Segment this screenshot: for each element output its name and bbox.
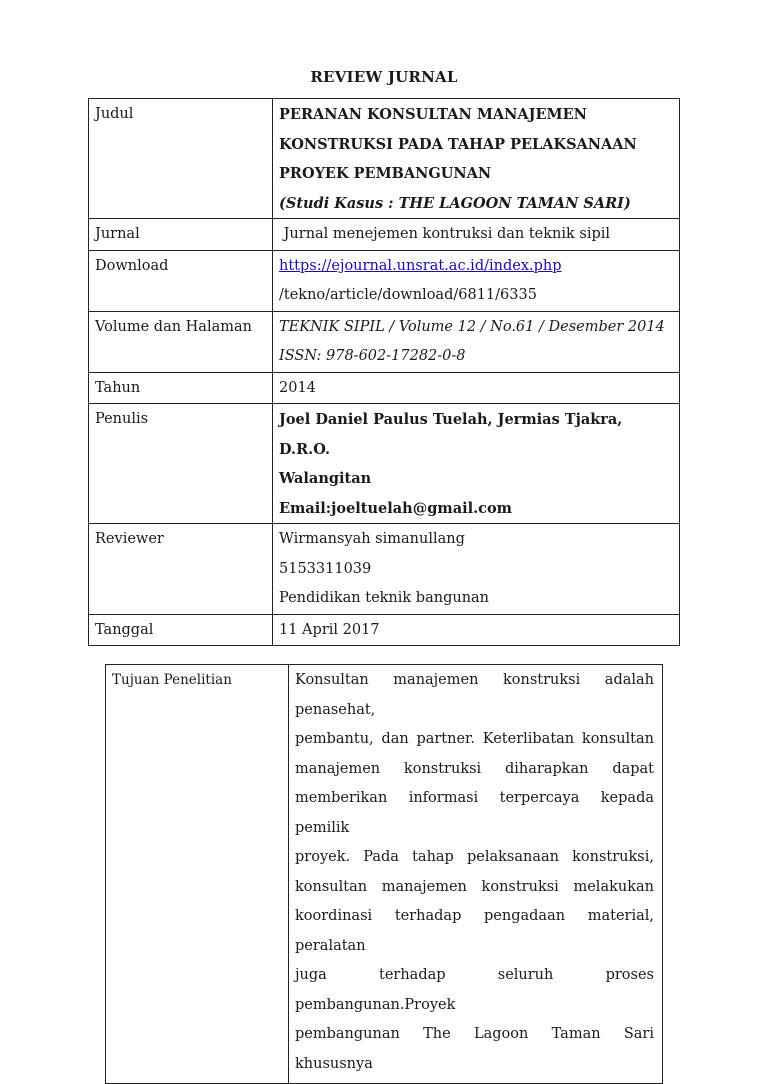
table-row [89, 614, 680, 646]
table-row [89, 372, 680, 404]
tujuan-line: koordinasi terhadap pengadaan material, peralatan [295, 908, 654, 954]
download-label: Download [89, 250, 273, 311]
tujuan-line: juga terhadap seluruh proses pembangunan.Proyek [295, 967, 654, 1013]
tahun-value: 2014 [273, 372, 680, 404]
tujuan-line: pembangunan The Lagoon Taman Sari khususnya [295, 1026, 654, 1072]
tanggal-value: 11 April 2017 [273, 614, 680, 646]
tujuan-line: proyek. Pada tahap pelaksanaan konstruksi, [295, 849, 654, 865]
penulis-value [273, 404, 680, 524]
tujuan-line: memberikan informasi terpercaya kepada pemilik [295, 790, 654, 836]
table-row [106, 665, 663, 1084]
penulis-label: Penulis [89, 404, 273, 524]
download-value [273, 250, 680, 311]
judul-line-1: PERANAN KONSULTAN MANAJEMEN [279, 106, 587, 123]
table-row [89, 250, 680, 311]
volume-label: Volume dan Halaman [89, 311, 273, 372]
tujuan-table [105, 664, 663, 1084]
tujuan-line: konsultan manajemen konstruksi melakukan [295, 878, 654, 895]
table-row [89, 99, 680, 219]
volume-value [273, 311, 680, 372]
tujuan-label: Tujuan Penelitian [106, 665, 289, 1084]
tujuan-line: Konsultan manajemen konstruksi adalah penasehat, [295, 672, 654, 718]
volume-line-2: ISSN: 978-602-17282-0-8 [279, 348, 466, 364]
penulis-email: Email:joeltuelah@gmail.com [279, 499, 513, 517]
judul-label: Judul [89, 99, 273, 219]
download-path: /tekno/article/download/6811/6335 [279, 287, 537, 303]
table-row [89, 311, 680, 372]
tanggal-label: Tanggal [89, 614, 273, 646]
jurnal-value: Jurnal menejemen kontruksi dan teknik sipil [273, 219, 680, 251]
judul-line-4: (Studi Kasus : THE LAGOON TAMAN SARI) [279, 194, 631, 212]
tujuan-line: pembantu, dan partner. Keterlibatan konsultan [295, 731, 654, 747]
penulis-line-1: Joel Daniel Paulus Tuelah, Jermias Tjakra, D.R.O. [279, 411, 623, 458]
judul-line-2: KONSTRUKSI PADA TAHAP PELAKSANAAN [279, 135, 637, 153]
judul-value [273, 99, 680, 219]
review-info-table [88, 98, 680, 646]
reviewer-name: Wirmansyah simanullang [279, 531, 465, 547]
reviewer-label: Reviewer [89, 524, 273, 615]
table-row [89, 404, 680, 524]
reviewer-nim: 5153311039 [279, 560, 372, 577]
tahun-label: Tahun [89, 372, 273, 404]
reviewer-prodi: Pendidikan teknik bangunan [279, 590, 490, 606]
tujuan-text [289, 665, 663, 1084]
volume-line-1: TEKNIK SIPIL / Volume 12 / No.61 / Desember 2014 [279, 318, 665, 335]
table-row [89, 524, 680, 615]
download-link[interactable]: https://ejournal.unsrat.ac.id/index.php [279, 257, 562, 274]
tujuan-line: manajemen konstruksi diharapkan dapat [295, 760, 654, 777]
penulis-line-2: Walangitan [279, 470, 372, 487]
document-title: REVIEW JURNAL [310, 68, 458, 86]
reviewer-value [273, 524, 680, 615]
table-row [89, 219, 680, 251]
judul-line-3: PROYEK PEMBANGUNAN [279, 165, 492, 182]
jurnal-label: Jurnal [89, 219, 273, 251]
